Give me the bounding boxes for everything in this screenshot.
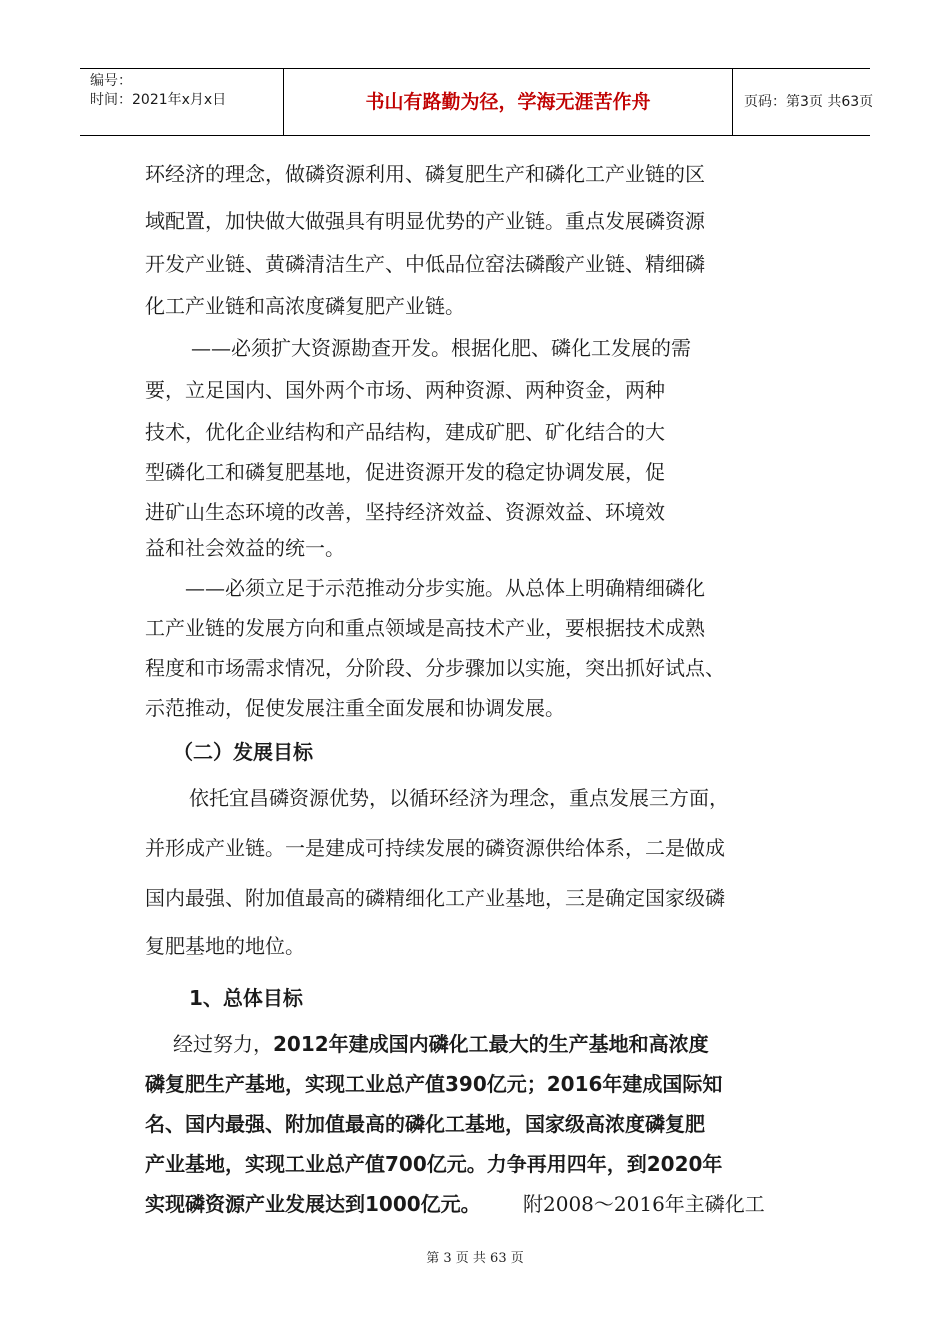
paragraph-line-bold: 实现磷资源产业发展达到1000亿元。 — [145, 1192, 481, 1216]
paragraph-line-bold: 产业基地，实现工业总产值700亿元。力争再用四年，到2020年 — [145, 1152, 723, 1176]
paragraph-line: 进矿山生态环境的改善，坚持经济效益、资源效益、环境效 — [145, 500, 665, 524]
paragraph-line: 复肥基地的地位。 — [145, 934, 305, 958]
paragraph-line: 要，立足国内、国外两个市场、两种资源、两种资金，两种 — [145, 378, 665, 402]
paragraph-line: 示范推动，促使发展注重全面发展和协调发展。 — [145, 696, 565, 720]
paragraph-line: ——必须扩大资源勘查开发。根据化肥、磷化工发展的需 — [191, 336, 691, 360]
header-meta — [80, 69, 284, 135]
paragraph-line: ——必须立足于示范推动分步实施。从总体上明确精细磷化 — [185, 576, 705, 600]
paragraph-line-bold: 2012年建成国内磷化工最大的生产基地和高浓度 — [273, 1032, 709, 1056]
section-heading: （二）发展目标 — [173, 740, 313, 764]
paragraph-line-bold: 名、国内最强、附加值最高的磷化工基地，国家级高浓度磷复肥 — [145, 1112, 705, 1136]
paragraph-line: 经过努力， — [173, 1032, 273, 1056]
paragraph-line: 并形成产业链。一是建成可持续发展的磷资源供给体系，二是做成 — [145, 836, 725, 860]
paragraph-line: 国内最强、附加值最高的磷精细化工产业基地，三是确定国家级磷 — [145, 886, 725, 910]
paragraph-line: 化工产业链和高浓度磷复肥产业链。 — [145, 294, 465, 318]
page-footer: 第 3 页 共 63 页 — [426, 1251, 524, 1266]
paragraph-line: 开发产业链、黄磷清洁生产、中低品位窑法磷酸产业链、精细磷 — [145, 252, 705, 276]
header-page-label: 页码：第3页 共63页 — [744, 94, 874, 110]
paragraph-line: 环经济的理念，做磷资源利用、磷复肥生产和磷化工产业链的区 — [145, 162, 705, 186]
paragraph-line: 型磷化工和磷复肥基地，促进资源开发的稳定协调发展，促 — [145, 460, 665, 484]
subsection-heading: 1、总体目标 — [189, 986, 303, 1010]
page-header — [80, 68, 874, 136]
document-number-label: 编号： — [90, 73, 132, 89]
paragraph-line: 域配置，加快做大做强具有明显优势的产业链。重点发展磷资源 — [145, 209, 705, 233]
paragraph-line-bold: 磷复肥生产基地，实现工业总产值390亿元；2016年建成国际知 — [145, 1072, 723, 1096]
paragraph-line: 依托宜昌磷资源优势，以循环经济为理念，重点发展三方面， — [189, 786, 729, 810]
paragraph-line: 益和社会效益的统一。 — [145, 536, 345, 560]
paragraph-line: 附2008～2016年主磷化工 — [523, 1192, 765, 1216]
paragraph-line: 程度和市场需求情况，分阶段、分步骤加以实施，突出抓好试点、 — [145, 656, 725, 680]
paragraph-line: 工产业链的发展方向和重点领域是高技术产业，要根据技术成熟 — [145, 616, 705, 640]
document-date-label: 时间：2021年x月x日 — [90, 92, 227, 108]
header-motto: 书山有路勤为径，学海无涯苦作舟 — [284, 69, 733, 135]
paragraph-line: 技术，优化企业结构和产品结构，建成矿肥、矿化结合的大 — [145, 420, 665, 444]
